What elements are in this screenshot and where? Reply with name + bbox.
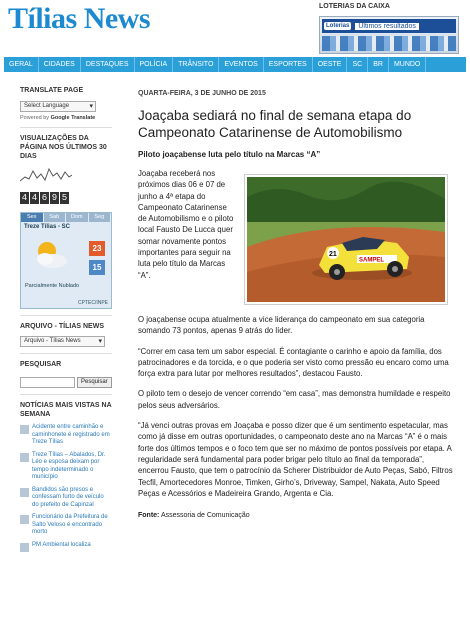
nav-item[interactable]: OESTE bbox=[313, 57, 348, 72]
search-title: PESQUISAR bbox=[20, 361, 62, 368]
google-logo: Google bbox=[50, 115, 70, 121]
car-sponsor: SAMPEL bbox=[359, 257, 385, 264]
translate-title: TRANSLATE PAGE bbox=[20, 87, 84, 94]
weather-source: CPTEC/INPE bbox=[77, 300, 108, 306]
main-nav bbox=[4, 57, 466, 72]
post-source bbox=[138, 512, 454, 519]
popular-item[interactable] bbox=[20, 514, 112, 537]
sidebar bbox=[20, 86, 112, 552]
lottery-widget bbox=[319, 3, 459, 54]
counter-digit: 6 bbox=[41, 193, 48, 203]
post bbox=[138, 90, 454, 519]
source-value: Assessoria de Comunicação bbox=[160, 512, 250, 520]
popular-link[interactable]: Funcionário da Prefeitura de Salto Veloso é encontrado morto bbox=[32, 514, 108, 535]
nav-item[interactable]: CIDADES bbox=[39, 57, 81, 72]
nav-item[interactable]: ESPORTES bbox=[264, 57, 313, 72]
post-paragraph: O piloto tem o desejo de vencer correndo “em casa”, mas demonstra humildade e respeito pelos seus adversários. bbox=[138, 389, 451, 410]
nav-item[interactable]: DESTAQUES bbox=[81, 57, 135, 72]
weather-description: Parcialmente Nublado bbox=[25, 283, 80, 289]
nav-item[interactable]: MUNDO bbox=[389, 57, 426, 72]
translate-label: Translate bbox=[71, 115, 96, 121]
source-label: Fonte: bbox=[138, 512, 160, 520]
nav-item[interactable]: BR bbox=[368, 57, 389, 72]
popular-item[interactable] bbox=[20, 487, 112, 510]
post-subtitle: Piloto joaçabense luta pelo título na Marcas “A” bbox=[138, 150, 321, 159]
search-input[interactable] bbox=[20, 377, 75, 388]
post-body bbox=[138, 314, 454, 499]
views-sparkline bbox=[20, 165, 72, 185]
nav-item[interactable]: SC bbox=[347, 57, 368, 72]
popular-list bbox=[20, 424, 112, 552]
post-paragraph: O joaçabense ocupa atualmente a vice liderança do campeonato em sua categoria somando 73 pontos, apenas 9 atrás do líder. bbox=[138, 315, 425, 336]
weather-city: Treze Tílias - SC bbox=[24, 224, 71, 230]
car-number: 21 bbox=[329, 251, 337, 258]
search-row bbox=[20, 377, 112, 388]
popular-thumbnail bbox=[20, 453, 29, 462]
search-button[interactable]: Pesquisar bbox=[77, 377, 112, 388]
post-date: QUARTA-FEIRA, 3 DE JUNHO DE 2015 bbox=[138, 90, 266, 97]
counter-digit: 5 bbox=[61, 193, 68, 203]
popular-link[interactable]: Acidente entre caminhão e caminhonete é registrado em Treze Tílias bbox=[32, 424, 110, 445]
popular-link[interactable]: PM Ambiental localiza bbox=[32, 541, 91, 548]
popular-item[interactable] bbox=[20, 542, 112, 552]
lottery-title: LOTERIAS DA CAIXA bbox=[319, 3, 390, 10]
archive-title: ARQUIVO - TÍLIAS NEWS bbox=[20, 323, 104, 330]
nav-item[interactable]: GERAL bbox=[4, 57, 39, 72]
powered-by-label: Powered by bbox=[20, 115, 50, 121]
post-paragraph: “Já venci outras provas em Joaçaba e posso dizer que é um sentimento espetacular, mas como já disse em outras oportunidades, o campeonato deste ano na Marcas “A” é o mais forte dos últimos tempos e o foco tem que ser no máximo de pontos possíveis por etapa. A regularidade será fundamental para poder brigar pelo título ao final da temporada”, encerrou Fausto, que tem o patrocínio da Scherer Distribuidor de Auto Peças, Sabó, Filtros Tecfil, Amortecedores Monroe, Timken, Girho’s, Driveway, Sampel, Nakata, Auto Speed Peças e Acessórios e Madeireira Grando, Argenta e Cia. bbox=[138, 421, 453, 498]
nav-item[interactable]: EVENTOS bbox=[219, 57, 263, 72]
weather-day-tab[interactable]: Dom bbox=[66, 213, 89, 222]
popular-item[interactable] bbox=[20, 424, 112, 447]
popular-thumbnail bbox=[20, 425, 29, 434]
weather-days bbox=[21, 213, 111, 222]
race-car-photo[interactable] bbox=[244, 174, 448, 305]
nav-item[interactable]: TRÂNSITO bbox=[173, 57, 219, 72]
translate-powered bbox=[20, 115, 112, 121]
views-title: VISUALIZAÇÕES DA PÁGINA NOS ÚLTIMOS 30 DIAS bbox=[20, 135, 107, 160]
popular-link[interactable]: Bandidos são presos e confessam furto de veículo do prefeito de Capinzal bbox=[32, 486, 104, 508]
language-select[interactable]: Select Language ▾ bbox=[20, 101, 96, 112]
post-title[interactable]: Joaçaba sediará no final de semana etapa do Campeonato Catarinense de Automobilismo bbox=[138, 108, 412, 140]
partly-cloudy-icon bbox=[31, 237, 71, 271]
site-title[interactable]: Tílias News bbox=[8, 2, 151, 35]
lottery-banner[interactable] bbox=[319, 16, 459, 54]
lottery-banner-graphic bbox=[322, 36, 456, 51]
views-counter bbox=[20, 192, 112, 204]
counter-digit: 4 bbox=[21, 193, 28, 203]
weather-day-tab[interactable]: Sex bbox=[21, 213, 44, 222]
counter-digit: 9 bbox=[51, 193, 58, 203]
popular-thumbnail bbox=[20, 488, 29, 497]
site-header bbox=[0, 0, 470, 56]
popular-title: NOTÍCIAS MAIS VISTAS NA SEMANA bbox=[20, 402, 112, 418]
popular-thumbnail bbox=[20, 543, 29, 552]
archive-select[interactable]: Arquivo - Tílias News ▾ bbox=[20, 336, 105, 347]
weather-day-tab[interactable]: Sab bbox=[44, 213, 67, 222]
post-intro: Joaçaba receberá nos próximos dias 06 e 07 de junho a 4ª etapa do Campeonato Catarinense de Automobilismo e o piloto local Fausto De Lucca quer somar novamente pontos importantes para seguir na luta pelo título da Marcas “A”. bbox=[138, 169, 234, 280]
lottery-results-label: Últimos resultados bbox=[355, 23, 419, 30]
popular-item[interactable] bbox=[20, 452, 112, 482]
temp-min: 15 bbox=[89, 260, 105, 275]
temp-max: 23 bbox=[89, 241, 105, 256]
lottery-logo: Loterias bbox=[326, 23, 350, 29]
post-paragraph: “Correr em casa tem um sabor especial. É contagiante o carinho e apoio da família, dos patrocinadores e da torcida, e o que poderia ser visto como pressão eu encaro como uma força extra para lutar por melhores resultados”, destacou Fausto. bbox=[138, 346, 449, 379]
counter-digit: 4 bbox=[31, 193, 38, 203]
nav-item[interactable]: POLÍCIA bbox=[135, 57, 174, 72]
popular-thumbnail bbox=[20, 515, 29, 524]
popular-link[interactable]: Treze Tílias – Abalados, Dr. Léo e esposa deixam por tempo indeterminado o município bbox=[32, 451, 106, 480]
weather-day-tab[interactable]: Seg bbox=[89, 213, 112, 222]
weather-widget[interactable] bbox=[20, 212, 112, 309]
